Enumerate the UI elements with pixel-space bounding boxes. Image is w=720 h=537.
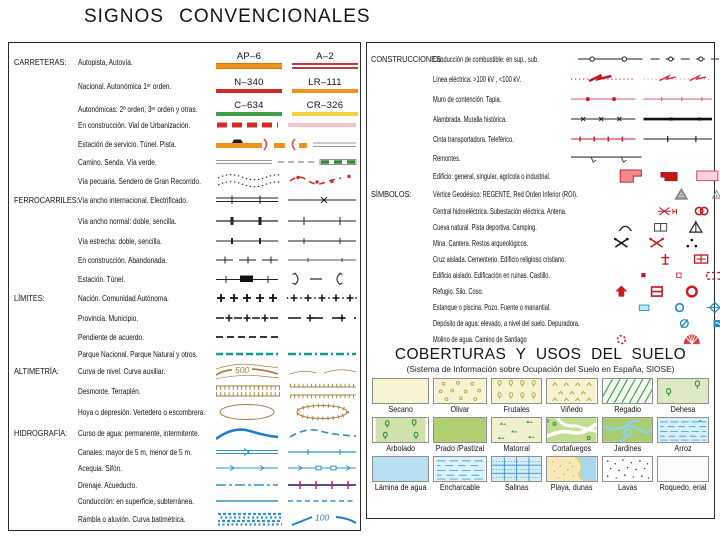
power-plant-substation-antenna-symbol-icon bbox=[616, 203, 720, 219]
landcover-label: Secano bbox=[388, 405, 413, 414]
regional-road-symbol-icon bbox=[216, 92, 358, 117]
legend-row bbox=[14, 153, 358, 171]
landcover-cell-lamina bbox=[372, 456, 429, 492]
row-description: Curso de agua: permanente, intermitente. bbox=[78, 428, 200, 438]
legend-row bbox=[14, 135, 358, 153]
row-description: Desmonte. Terraplén. bbox=[78, 386, 141, 396]
legend-row bbox=[14, 251, 358, 269]
jardines-swatch-icon bbox=[602, 417, 653, 443]
legend-row bbox=[371, 203, 712, 219]
row-description: Remontes. bbox=[433, 153, 461, 163]
section-label: ALTIMETRÍA: bbox=[14, 366, 59, 376]
normal-gauge-rail-symbol-icon bbox=[216, 212, 358, 230]
landcover-cell-secano bbox=[372, 378, 429, 414]
landcover-label: Cortafuegos bbox=[552, 444, 592, 453]
landcover-cell-frutales bbox=[491, 378, 542, 414]
retaining-wall-symbol-icon bbox=[571, 91, 712, 107]
row-description: Pendiente de acuerdo. bbox=[78, 332, 145, 342]
legend-row bbox=[371, 251, 712, 267]
right-legend-panel bbox=[366, 42, 715, 519]
row-description: En construcción. Vial de Urbanización. bbox=[78, 120, 191, 130]
section-label: SÍMBOLOS: bbox=[371, 189, 412, 200]
landcover-cell-regadio bbox=[602, 378, 653, 414]
landcover-cell-vinedo bbox=[546, 378, 597, 414]
arroz-swatch-icon bbox=[657, 417, 709, 443]
mine-quarry-ruins-symbol-icon bbox=[571, 235, 712, 251]
regadio-swatch-icon bbox=[602, 378, 653, 404]
legend-row bbox=[14, 232, 358, 250]
olivar-swatch-icon bbox=[433, 378, 487, 404]
station-tunnel-symbol-icon bbox=[216, 270, 358, 288]
road-code-label: C–634 bbox=[234, 99, 264, 111]
row-description: Central hidroeléctrica. Subestación eléctrica. Antena. bbox=[433, 206, 567, 216]
left-legend-panel bbox=[8, 42, 361, 531]
contour-line-symbol-icon bbox=[216, 361, 358, 381]
arbolado-swatch-icon bbox=[372, 417, 429, 443]
landcover-label: Roquedo, erial bbox=[659, 483, 707, 492]
landcover-label: Dehesa bbox=[670, 405, 696, 414]
row-description: Autonómicas: 2º orden, 3ᵉʳ orden y otras. bbox=[78, 105, 198, 114]
landcover-label: Matorral bbox=[503, 444, 531, 453]
pending-agreement-boundary-symbol-icon bbox=[216, 328, 358, 346]
legend-row bbox=[371, 283, 712, 299]
row-description: Alambrada. Muralla histórica. bbox=[433, 114, 507, 124]
track-path-greenway-symbol-icon bbox=[216, 153, 358, 171]
prado-swatch-icon bbox=[433, 417, 487, 443]
section-label: CARRETERAS: bbox=[14, 57, 67, 67]
irrigation-ditch-siphon-symbol-icon bbox=[216, 459, 358, 477]
legend-row bbox=[14, 459, 358, 477]
legend-row bbox=[14, 289, 358, 307]
legend-row bbox=[371, 331, 712, 347]
row-description: Drenaje. Acueducto. bbox=[78, 480, 138, 490]
rail-construction-abandoned-symbol-icon bbox=[216, 251, 358, 269]
row-description: Cinta transportadora. Teleférico. bbox=[433, 134, 514, 144]
national-boundary-symbol-icon bbox=[216, 289, 358, 307]
narrow-gauge-rail-symbol-icon bbox=[216, 232, 358, 250]
fuel-pipeline-symbol-icon bbox=[578, 51, 719, 67]
landcover-cell-cortafuegos bbox=[546, 417, 597, 453]
legend-row bbox=[14, 328, 358, 346]
dehesa-swatch-icon bbox=[657, 378, 709, 404]
province-boundary-symbol-icon bbox=[216, 309, 358, 327]
row-description: Provincia. Municipio. bbox=[78, 313, 139, 323]
landcover-cell-dehesa bbox=[657, 378, 709, 414]
row-description: Conducción de combustible: en sup., sub. bbox=[433, 54, 539, 64]
landcover-label: Prado /Pastizal bbox=[436, 444, 485, 453]
legend-row bbox=[371, 131, 712, 147]
power-line-symbol-icon bbox=[571, 71, 712, 87]
row-description: Acequia. Sifón. bbox=[78, 463, 123, 473]
road-code-label: A–2 bbox=[316, 51, 334, 62]
pond-well-spring-symbol-icon bbox=[594, 299, 720, 315]
row-description: Molino de agua. Camino de Santiago bbox=[433, 334, 527, 344]
row-description: Edificio aislado. Edificación en ruinas. Castillo. bbox=[433, 270, 551, 280]
legend-row bbox=[14, 116, 358, 134]
drove-road-gr-trail-symbol-icon bbox=[216, 172, 358, 190]
row-description: Hoya o depresión. Vertedero o escombrera. bbox=[78, 407, 206, 417]
legend-row bbox=[371, 91, 712, 107]
pipeline-symbol-icon bbox=[216, 492, 358, 510]
road-code-label: LR–111 bbox=[308, 76, 342, 88]
salinas-swatch-icon bbox=[491, 456, 542, 482]
legend-row bbox=[371, 299, 712, 315]
row-description: Cueva natural. Pista deportiva. Camping. bbox=[433, 222, 537, 232]
row-description: Estanque o piscina. Pozo. Fuente o manantial. bbox=[433, 302, 551, 312]
row-description: Vía pecuaria. Sendero de Gran Recorrido. bbox=[78, 176, 201, 186]
landcover-cell-roquedo bbox=[657, 456, 709, 492]
row-description: Refugio. Silo. Coso. bbox=[433, 286, 484, 296]
landcover-cell-jardines bbox=[602, 417, 653, 453]
lavas-swatch-icon bbox=[602, 456, 653, 482]
landcover-label: Viñedo bbox=[560, 405, 584, 414]
playa-swatch-icon bbox=[546, 456, 597, 482]
water-tank-treatment-symbol-icon bbox=[634, 315, 720, 331]
legend-row bbox=[14, 403, 358, 421]
international-gauge-rail-symbol-icon bbox=[216, 191, 358, 209]
row-description: Mina. Cantera. Restos arqueológicos. bbox=[433, 238, 529, 248]
legend-row bbox=[371, 267, 712, 283]
row-description: Rambla o aluvión. Curva batimétrica. bbox=[78, 514, 186, 524]
landcover-cell-playa bbox=[546, 456, 597, 492]
bathymetric-value-label: 100 bbox=[315, 512, 330, 523]
legend-row bbox=[14, 424, 358, 442]
landcover-label: Lavas bbox=[617, 483, 637, 492]
row-description: Edificio: general, singular, agrícola o industrial. bbox=[433, 171, 551, 181]
landcover-title: COBERTURAS Y USOS DEL SUELO bbox=[394, 346, 687, 363]
landcover-label: Playa, dunas bbox=[551, 483, 593, 492]
row-description: Estación. Túnel. bbox=[78, 274, 125, 284]
row-description: Autopista, Autovía. bbox=[78, 58, 133, 67]
row-description: Camino. Senda. Vía verde. bbox=[78, 157, 157, 167]
cortafuegos-swatch-icon bbox=[546, 417, 597, 443]
motorway-symbol-icon bbox=[216, 45, 358, 70]
row-description: Vía ancho internacional. Electrificado. bbox=[78, 195, 188, 205]
fence-wall-symbol-icon bbox=[571, 111, 712, 127]
watercourse-symbol-icon bbox=[216, 424, 358, 442]
section-label: FERROCARRILES: bbox=[14, 195, 79, 205]
frutales-swatch-icon bbox=[491, 378, 542, 404]
row-description: Nación. Comunidad Autónoma. bbox=[78, 293, 169, 303]
lamina-swatch-icon bbox=[372, 456, 429, 482]
road-code-label: AP–6 bbox=[236, 51, 262, 62]
vinedo-swatch-icon bbox=[546, 378, 597, 404]
landcover-label: Regadio bbox=[613, 405, 641, 414]
legend-row bbox=[14, 70, 358, 94]
row-description: Canales: mayor de 5 m, menor de 5 m. bbox=[78, 447, 192, 457]
landcover-cell-salinas bbox=[491, 456, 542, 492]
legend-row bbox=[14, 93, 358, 117]
depression-dump-symbol-icon bbox=[216, 403, 358, 421]
legend-row bbox=[371, 186, 712, 202]
isolated-building-ruin-castle-symbol-icon bbox=[593, 267, 720, 283]
legend-row bbox=[371, 51, 712, 67]
legend-row bbox=[371, 315, 712, 331]
legend-row bbox=[371, 167, 712, 185]
legend-row bbox=[371, 150, 712, 166]
landcover-label: Arbolado bbox=[386, 444, 416, 453]
legend-row bbox=[14, 212, 358, 230]
matorral-swatch-icon bbox=[491, 417, 542, 443]
legend-row bbox=[14, 270, 358, 288]
secano-swatch-icon bbox=[372, 378, 429, 404]
road-code-label: N–340 bbox=[234, 76, 264, 88]
landcover-label: Salinas bbox=[505, 483, 529, 492]
conveyor-cablecar-symbol-icon bbox=[571, 131, 712, 147]
legend-row bbox=[371, 111, 712, 127]
watermill-santiago-way-symbol-icon bbox=[571, 331, 712, 347]
wash-bathymetric-symbol-icon bbox=[216, 509, 358, 529]
section-label: CONSTRUCCIONES: bbox=[371, 54, 444, 65]
legend-row bbox=[14, 509, 358, 529]
row-description: Vía ancho normal: doble, sencilla. bbox=[78, 216, 177, 226]
geodesic-vertex-symbol-icon bbox=[631, 186, 720, 202]
landcover-subtitle: (Sistema de Información sobre Ocupación del Suelo en España, SIOSE) bbox=[406, 364, 675, 374]
legend-row bbox=[14, 492, 358, 510]
row-description: Línea eléctrica: >100 kV , <100 kV. bbox=[433, 74, 522, 84]
ski-lift-symbol-icon bbox=[571, 150, 712, 166]
landcover-cell-matorral bbox=[491, 417, 542, 453]
row-description: Muro de contención. Tapia. bbox=[433, 94, 502, 104]
landcover-label: Olivar bbox=[450, 405, 470, 414]
landcover-label: Arroz bbox=[674, 444, 692, 453]
row-description: Estación de servicio. Túnel. Pista. bbox=[78, 139, 177, 149]
row-description: Depósito de agua: elevado, a nivel del suelo. Depuradora. bbox=[433, 318, 580, 328]
legend-row bbox=[14, 172, 358, 190]
row-description: En construcción. Abandonada. bbox=[78, 255, 167, 265]
roquedo-swatch-icon bbox=[657, 456, 709, 482]
cross-cemetery-church-symbol-icon bbox=[615, 251, 720, 267]
national-road-symbol-icon bbox=[216, 69, 358, 94]
building-types-symbol-icon bbox=[594, 167, 720, 185]
landcover-cell-olivar bbox=[433, 378, 487, 414]
cave-sports-camping-symbol-icon bbox=[575, 219, 716, 235]
legend-row bbox=[371, 235, 712, 251]
refuge-silo-bullring-symbol-icon bbox=[571, 283, 712, 299]
landcover-cell-prado bbox=[433, 417, 487, 453]
row-description: Conducción: en superficie, subterránea. bbox=[78, 496, 194, 506]
road-code-label: CR–326 bbox=[306, 99, 344, 111]
road-under-construction-symbol-icon bbox=[216, 116, 358, 134]
encharcable-swatch-icon bbox=[433, 456, 487, 482]
legend-row bbox=[14, 46, 358, 70]
row-description: Nacional. Autonómica 1ᵉʳ orden. bbox=[78, 82, 172, 91]
row-description: Curva de nivel. Curva auxiliar. bbox=[78, 366, 166, 376]
section-label: HIDROGRAFÍA: bbox=[14, 428, 68, 438]
legend-row bbox=[14, 191, 358, 209]
legend-row bbox=[14, 382, 358, 400]
row-description: Parque Nacional. Parque Natural y otros. bbox=[78, 349, 198, 359]
legend-row bbox=[14, 309, 358, 327]
landcover-label: Frutales bbox=[503, 405, 530, 414]
section-label: LÍMITES: bbox=[14, 293, 45, 303]
landcover-label: Jardines bbox=[613, 444, 641, 453]
landcover-cell-arroz bbox=[657, 417, 709, 453]
contour-value-label: 500 bbox=[235, 365, 250, 375]
row-description: Vértice Geodésico: REGENTE, Red Orden Inferior (ROI). bbox=[433, 189, 578, 199]
row-description: Cruz aislada. Cementerio. Edificio religioso cristiano. bbox=[433, 254, 566, 264]
landcover-cell-arbolado bbox=[372, 417, 429, 453]
row-description: Vía estrecha: doble, sencilla. bbox=[78, 236, 162, 246]
landcover-label: Encharcable bbox=[440, 483, 481, 492]
legend-row bbox=[371, 219, 712, 235]
legend-row bbox=[371, 71, 712, 87]
cutting-embankment-symbol-icon bbox=[216, 382, 358, 400]
landcover-label: Lámina de agua bbox=[374, 483, 427, 492]
landcover-cell-encharcable bbox=[433, 456, 487, 492]
landcover-grid bbox=[372, 378, 709, 492]
service-station-tunnel-symbol-icon bbox=[216, 135, 358, 153]
landcover-cell-lavas bbox=[602, 456, 653, 492]
legend-row bbox=[14, 361, 358, 381]
page-title: SIGNOS CONVENCIONALES bbox=[84, 6, 371, 27]
